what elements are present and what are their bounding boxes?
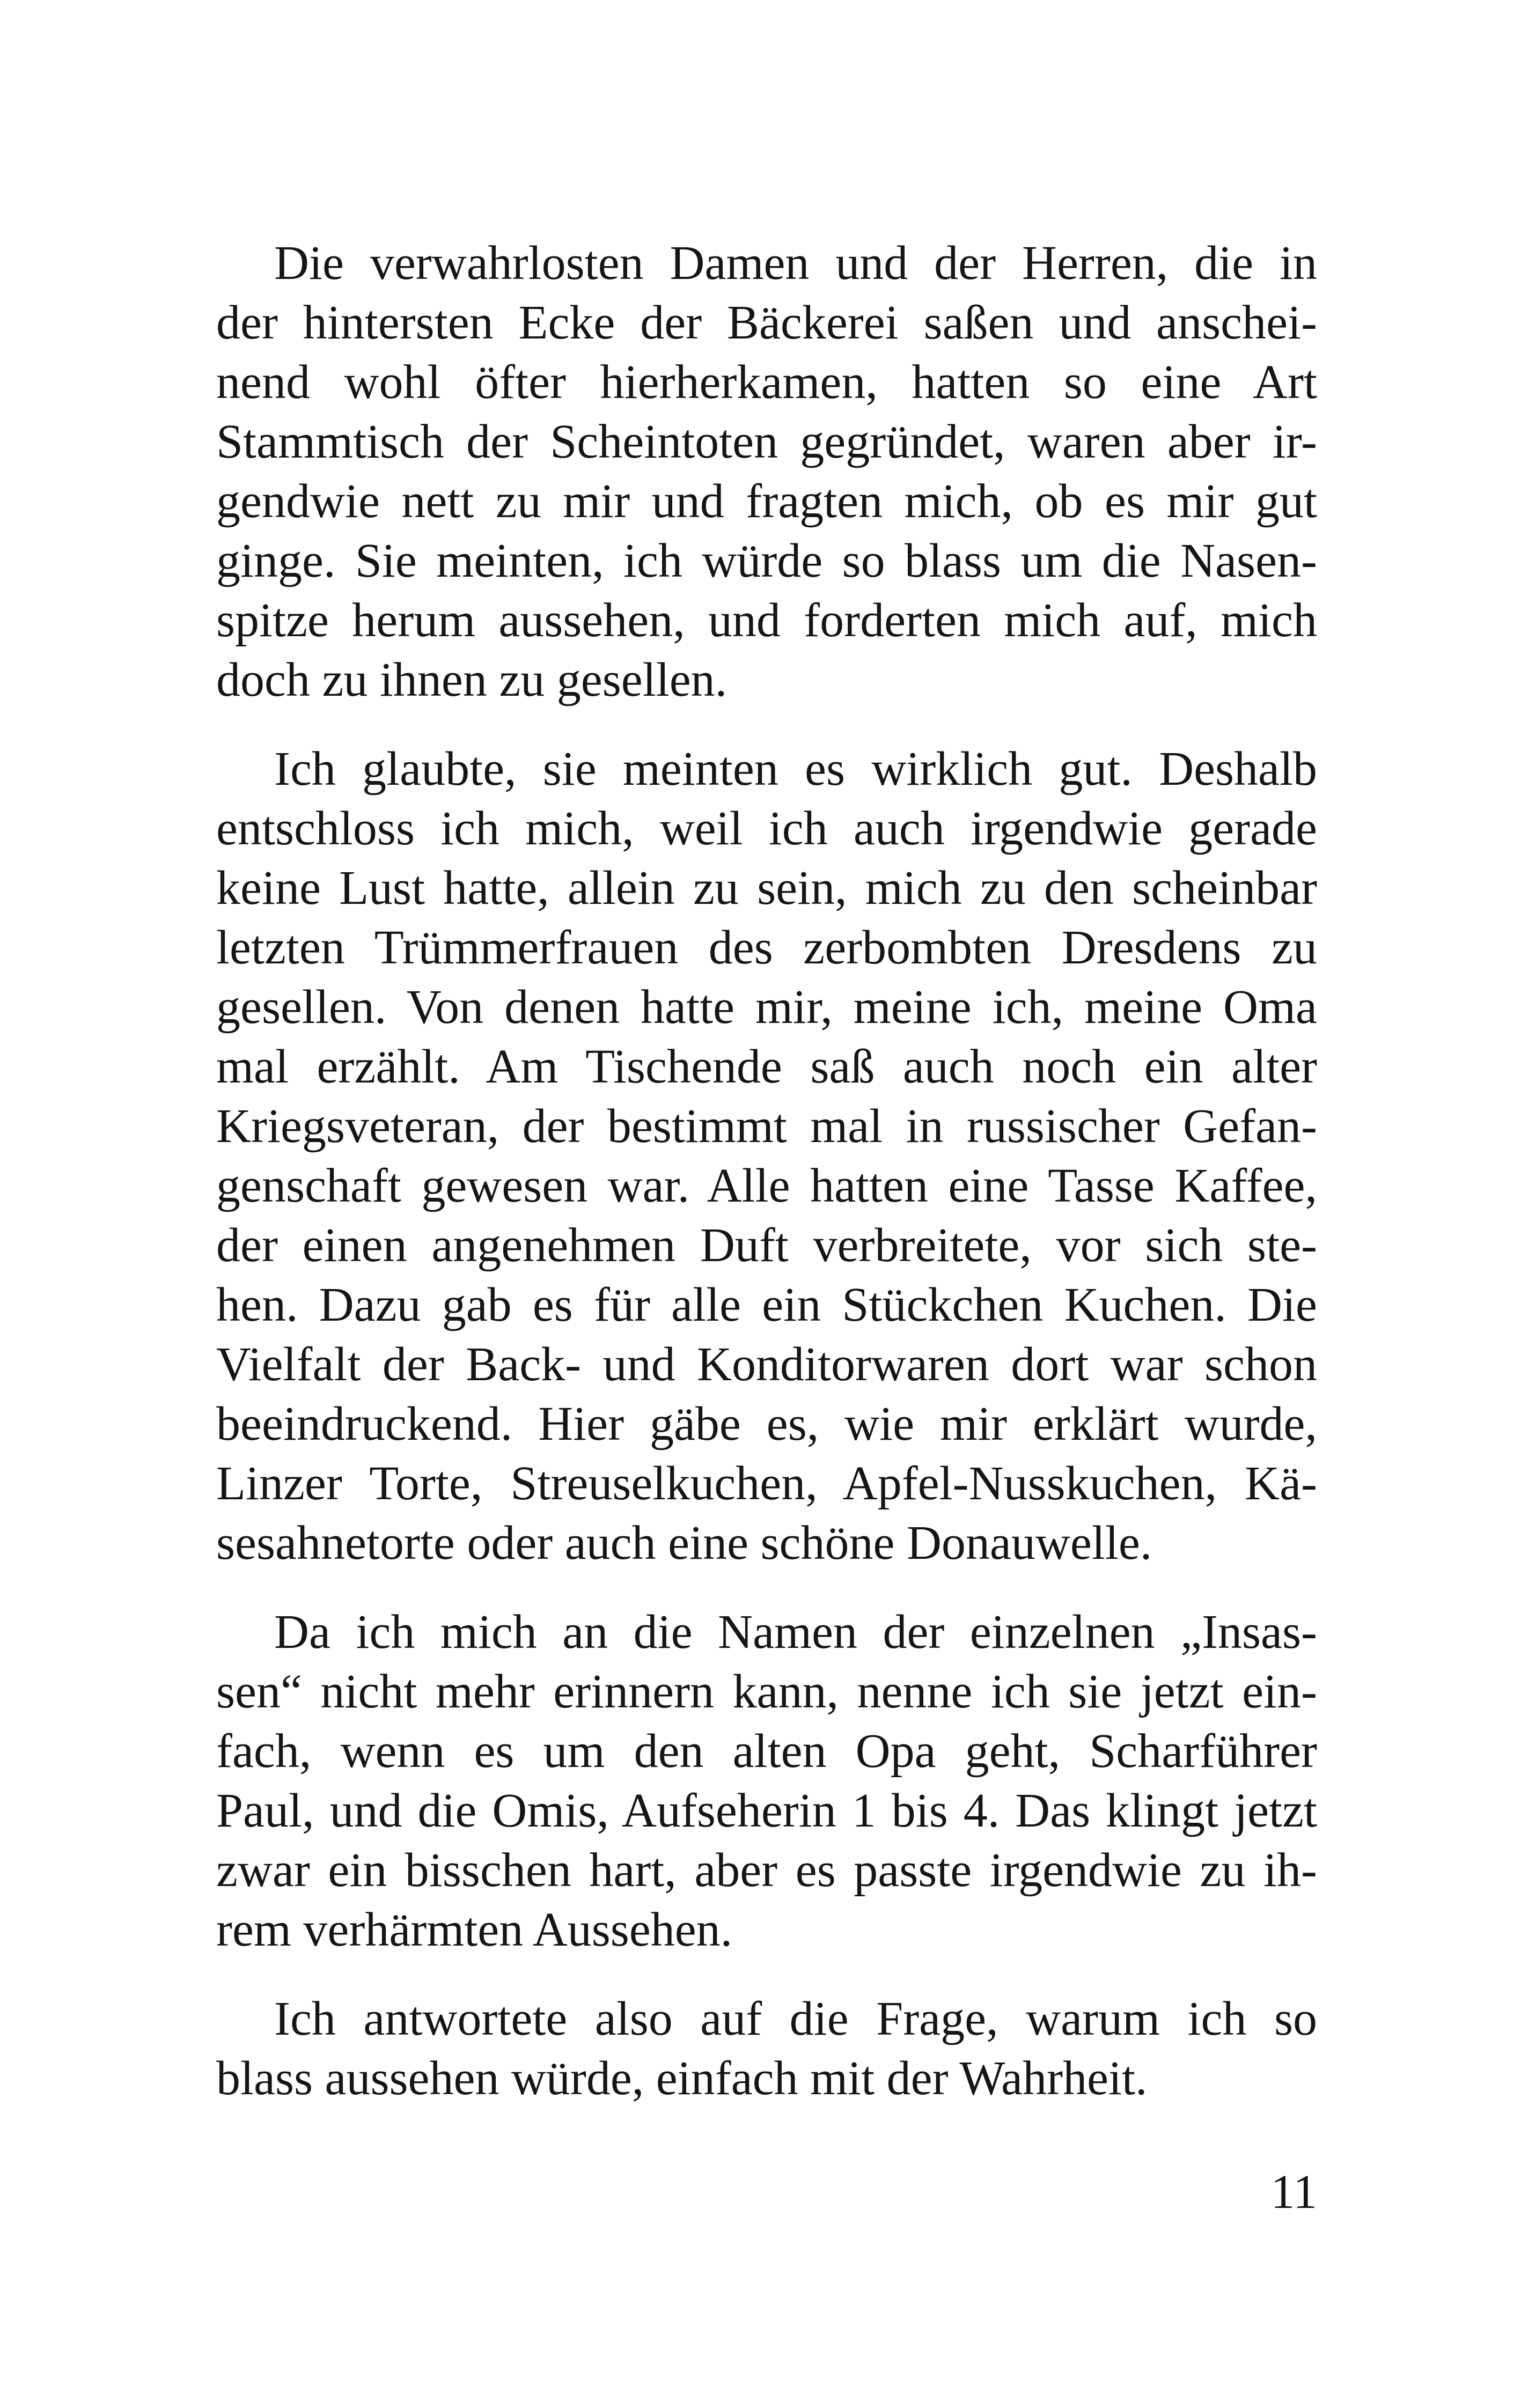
text-line: sen“ nicht mehr erinnern kann, nenne ich sie jetzt ein-	[216, 1665, 1317, 1718]
text-line: Vielfalt der Back- und Konditorwaren dort war schon	[216, 1338, 1317, 1391]
text-line: rem verhärmten Aussehen.	[216, 1903, 733, 1956]
text-line: gendwie nett zu mir und fragten mich, ob es mir gut	[216, 475, 1317, 528]
text-line: sesahnetorte oder auch eine schöne Donauwelle.	[216, 1516, 1152, 1570]
body-text	[216, 233, 1317, 2138]
text-line: Paul, und die Omis, Aufseherin 1 bis 4. Das klingt jetzt	[216, 1784, 1317, 1837]
text-line: hen. Dazu gab es für alle ein Stückchen Kuchen. Die	[216, 1278, 1317, 1331]
text-line: Die verwahrlosten Damen und der Herren, die in	[274, 237, 1317, 290]
text-line: entschloss ich mich, weil ich auch irgendwie gerade	[216, 802, 1317, 855]
text-line: beeindruckend. Hier gäbe es, wie mir erklärt wurde,	[216, 1397, 1317, 1450]
text-line: doch zu ihnen zu gesellen.	[216, 653, 728, 706]
text-line: mal erzählt. Am Tischende saß auch noch ein alter	[216, 1040, 1317, 1093]
text-line: keine Lust hatte, allein zu sein, mich zu den scheinbar	[216, 861, 1317, 915]
text-line: Stammtisch der Scheintoten gegründet, waren aber ir-	[216, 415, 1317, 468]
paragraph-1	[216, 233, 1317, 710]
text-line: fach, wenn es um den alten Opa geht, Scharführer	[216, 1725, 1317, 1778]
paragraph-2	[216, 739, 1317, 1573]
text-line: gesellen. Von denen hatte mir, meine ich, meine Oma	[216, 981, 1317, 1034]
text-line: nend wohl öfter hierherkamen, hatten so eine Art	[216, 356, 1317, 409]
text-line: Ich glaubte, sie meinten es wirklich gut. Deshalb	[274, 742, 1317, 796]
page-number: 11	[1270, 2166, 1317, 2219]
text-line: zwar ein bisschen hart, aber es passte irgendwie zu ih-	[216, 1844, 1317, 1897]
text-line: letzten Trümmerfrauen des zerbombten Dresdens zu	[216, 921, 1317, 974]
paragraph-4	[216, 1989, 1317, 2108]
text-line: der einen angenehmen Duft verbreitete, vor sich ste-	[216, 1219, 1317, 1272]
paragraph-3	[216, 1602, 1317, 1960]
text-line: Linzer Torte, Streuselkuchen, Apfel-Nusskuchen, Kä-	[216, 1457, 1317, 1510]
text-line: Da ich mich an die Namen der einzelnen „Insas-	[274, 1606, 1317, 1659]
text-line: spitze herum aussehen, und forderten mich auf, mich	[216, 594, 1317, 647]
text-line: blass aussehen würde, einfach mit der Wahrheit.	[216, 2052, 1148, 2105]
text-line: genschaft gewesen war. Alle hatten eine Tasse Kaffee,	[216, 1159, 1317, 1212]
text-line: Kriegsveteran, der bestimmt mal in russischer Gefan-	[216, 1100, 1317, 1153]
text-line: ginge. Sie meinten, ich würde so blass um die Nasen-	[216, 534, 1317, 587]
text-line: der hintersten Ecke der Bäckerei saßen und anschei-	[216, 296, 1317, 349]
text-line: Ich antwortete also auf die Frage, warum ich so	[274, 1992, 1317, 2045]
